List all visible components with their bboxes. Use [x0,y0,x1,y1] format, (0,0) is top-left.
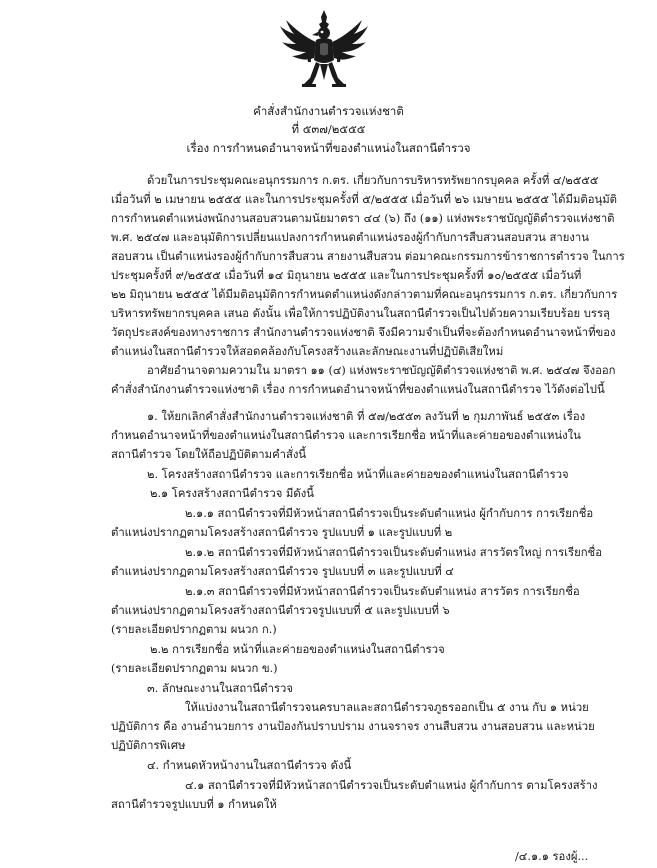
body-line: ตำแหน่งในสถานีตำรวจให้สอดคล้องกับโครงสร้างและลักษณะงานที่ปฏิบัติเสียใหม่ [111,345,504,358]
body-line: ๑. ให้ยกเลิกคำสั่งสำนักงานตำรวจแห่งชาติ ที่ ๕๗/๒๕๕๓ ลงวันที่ ๒ กุมภาพันธ์ ๒๕๕๓ เรื่อง [147,410,586,423]
body-line: ๒.๑ โครงสร้างสถานีตำรวจ มีดังนี้ [150,487,314,500]
page-continuation: /๔.๑.๑ รองผู้... [515,850,589,863]
body-line: กำหนดอำนาจหน้าที่ของตำแหน่งในสถานีตำรวจ และการเรียกชื่อ หน้าที่และค่ายอของตำแหน่งใน [111,429,581,442]
body-line: สถานีตำรวจ โดยให้ถือปฏิบัติตามคำสั่งนี้ [111,448,307,461]
body-line: การกำหนดตำแหน่งพนักงานสอบสวนตามนัยมาตรา ๔๔ (๖) ถึง (๑๑) แห่งพระราชบัญญัติตำรวจแห่งชาติ [111,212,615,225]
body-line: สอบสวน เป็นตำแหน่งรองผู้กำกับการสืบสวน สายงานสืบสวน ต่อมาคณะกรรมการข้าราชการตำรวจ ในการ [111,250,625,263]
body-line: ๔. กำหนดหัวหน้างานในสถานีตำรวจ ดังนี้ [147,759,352,772]
body-line: ปฏิบัติการ คือ งานอำนวยการ งานป้องกันปราบปราม งานจราจร งานสืบสวน งานสอบสวน และหน่วย [111,720,595,733]
body-line: ตำแหน่งปรากฏตามโครงสร้างสถานีตำรวจ รูปแบบที่ ๑ และรูปแบบที่ ๒ [111,526,453,539]
body-line: ๒.๑.๓ สถานีตำรวจที่มีหัวหน้าสถานีตำรวจเป็นระดับตำแหน่ง สารวัตร การเรียกชื่อ [185,585,580,598]
body-line: ๓. ลักษณะงานในสถานีตำรวจ [147,682,293,695]
order-subject: เรื่อง การกำหนดอำนาจหน้าที่ของตำแหน่งในสถานีตำรวจ [186,141,471,155]
order-title: คำสั่งสำนักงานตำรวจแห่งชาติ [253,104,404,118]
body-line: (รายละเอียดปรากฏตาม ผนวก ข.) [111,662,278,675]
body-line: คำสั่งสำนักงานตำรวจแห่งชาติ เรื่อง การกำหนดอำนาจหน้าที่ของตำแหน่งในสถานีตำรวจ ไว้ดังต่อไปนี้ [111,383,605,396]
body-line: ให้แบ่งงานในสถานีตำรวจนครบาลและสถานีตำรวจภูธรออกเป็น ๕ งาน กับ ๑ หน่วย [185,701,589,714]
body-line: เมื่อวันที่ ๒ เมษายน ๒๕๕๕ และในการประชุมครั้งที่ ๕/๒๕๕๕ เมื่อวันที่ ๒๖ เมษายน ๒๕๕๕ ได้มีมติอนุมัติ [111,193,618,206]
body-line: ๒. โครงสร้างสถานีตำรวจ และการเรียกชื่อ หน้าที่และค่ายอของตำแหน่งในสถานีตำรวจ [147,468,569,481]
body-line: วัตถุประสงค์ของทางราชการ สำนักงานตำรวจแห่งชาติ จึงมีความจำเป็นที่จะต้องกำหนดอำนาจหน้าที่ของ [111,326,616,339]
body-line: ๒.๑.๑ สถานีตำรวจที่มีหัวหน้าสถานีตำรวจเป็นระดับตำแหน่ง ผู้กำกับการ การเรียกชื่อ [185,507,594,520]
body-line: ๔.๑ สถานีตำรวจที่มีหัวหน้าสถานีตำรวจเป็นระดับตำแหน่ง ผู้กำกับการ ตามโครงสร้าง [185,779,598,792]
body-line: ๒.๑.๒ สถานีตำรวจที่มีหัวหน้าสถานีตำรวจเป็นระดับตำแหน่ง สารวัตรใหญ่ การเรียกชื่อ [185,546,603,559]
body-line: พ.ศ. ๒๕๔๗ และอนุมัติการเปลี่ยนแปลงการกำหนดตำแหน่งรองผู้กำกับการสืบสวนสอบสวน สายงาน [111,231,589,244]
body-line: ปฏิบัติการพิเศษ [111,739,186,752]
body-line: ตำแหน่งปรากฏตามโครงสร้างสถานีตำรวจ รูปแบบที่ ๓ และรูปแบบที่ ๔ [111,565,454,578]
body-line: อาศัยอำนาจตามความใน มาตรา ๑๑ (๔) แห่งพระราชบัญญัติตำรวจแห่งชาติ พ.ศ. ๒๕๔๗ จึงออก [147,364,616,377]
order-number: ที่ ๕๓๗/๒๕๕๕ [291,122,366,136]
body-line: สถานีตำรวจรูปแบบที่ ๑ กำหนดให้ [111,798,277,811]
body-line: ๒๒ มิถุนายน ๒๕๕๕ ได้มีมติอนุมัติการกำหนดตำแหน่งดังกล่าวตามที่คณะอนุกรรมการ ก.ตร. เกี่ยวกับการ [111,288,618,301]
body-line: บริหารทรัพยากรบุคคล เสนอ ดังนั้น เพื่อให้การปฏิบัติงานในสถานีตำรวจเป็นไปด้วยความเรียบร้อย บรรลุ [111,307,610,320]
body-line: (รายละเอียดปรากฏตาม ผนวก ก.) [111,623,277,636]
garuda-emblem-icon [276,8,372,92]
body-line: ๒.๒ การเรียกชื่อ หน้าที่และค่ายอของตำแหน่งในสถานีตำรวจ [150,643,445,656]
body-line: ตำแหน่งปรากฏตามโครงสร้างสถานีตำรวจรูปแบบที่ ๕ และรูปแบบที่ ๖ [111,604,450,617]
body-line: ประชุมครั้งที่ ๙/๒๕๕๕ เมื่อวันที่ ๑๔ มิถุนายน ๒๕๕๕ และในการประชุมครั้งที่ ๑๐/๒๕๕๕ เมื่อวันที่ [111,269,582,282]
body-line: ด้วยในการประชุมคณะอนุกรรมการ ก.ตร. เกี่ยวกับการบริหารทรัพยากรบุคคล ครั้งที่ ๔/๒๕๕๕ [147,174,599,187]
